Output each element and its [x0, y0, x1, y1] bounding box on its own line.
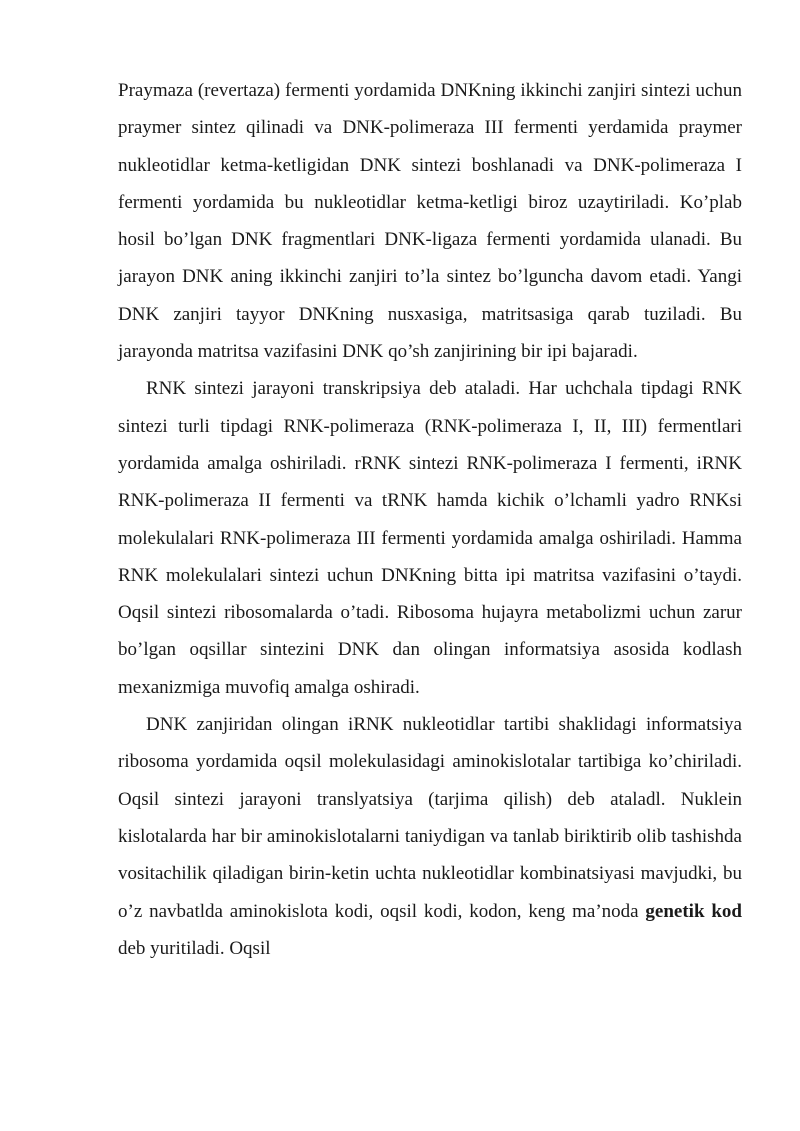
paragraph-1: Praymaza (revertaza) fermenti yordamida DNKning ikkinchi zanjiri sintezi uchun praymer sintez qilinadi va DNK-polimeraza III fermenti yerdamida praymer nukleotidlar ketma-ketligidan DNK sintezi boshlanadi va DNK-polimeraza I fermenti yordamida bu nukleotidlar ketma-ketligi biroz uzaytiriladi. Ko’plab hosil bo’lgan DNK fragmentlari DNK-ligaza fermenti yordamida ulanadi. Bu jarayon DNK aning ikkinchi zanjiri to’la sintez bo’lguncha davom etadi. Yangi DNK zanjiri tayyor DNKning nusxasiga, matritsasiga qarab tuziladi. Bu jarayonda matritsa vazifasini DNK qo’sh zanjirining bir ipi bajaradi. — [118, 80, 742, 363]
paragraph-3-text-before: DNK zanjiridan olingan iRNK nukleotidlar tartibi shaklidagi informatsiya ribosoma yordamida oqsil molekulasidagi aminokislotalar tartibiga ko’chiriladi. Oqsil sintezi jarayoni translyatsiya (tarjima qilish) deb ataladl. Nuklein kislotalarda har bir aminokislotalarni taniydigan va tanlab biriktirib olib tashishda vositachilik qiladigan birin-ketin uchta nukleotidlar kombinatsiyasi mavjudki, bu o’z navbatlda aminokislota kodi, oqsil kodi, kodon, keng ma’noda — [118, 714, 742, 922]
paragraph-3-text-after: deb yuritiladi. Oqsil — [118, 937, 271, 959]
paragraph-2: RNK sintezi jarayoni transkripsiya deb ataladi. Har uchchala tipdagi RNK sintezi turli tipdagi RNK-polimeraza (RNK-polimeraza I, II, III) fermentlari yordamida amalga oshiriladi. rRNK sintezi RNK-polimeraza I fermenti, iRNK RNK-polimeraza II fermenti va tRNK hamda kichik o’lchamli yadro RNKsi molekulalari RNK-polimeraza III fermenti yordamida amalga oshiriladi. Hamma RNK molekulalari sintezi uchun DNKning bitta ipi matritsa vazifasini o’taydi. Oqsil sintezi ribosomalarda o’tadi. Ribosoma hujayra metabolizmi uchun zarur bo’lgan oqsillar sintezini DNK dan olingan informatsiya asosida kodlash mexanizmiga muvofiq amalga oshiradi. — [118, 378, 742, 698]
genetic-code-term: genetik kod — [645, 900, 742, 922]
document-page — [118, 72, 742, 967]
paragraph-3 — [118, 706, 742, 967]
